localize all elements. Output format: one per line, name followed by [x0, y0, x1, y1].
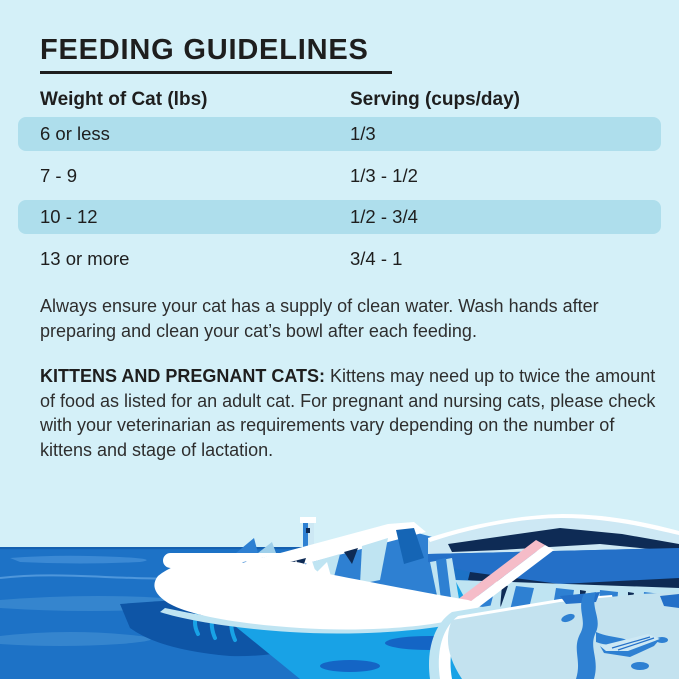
coastal-illustration	[0, 500, 679, 679]
column-header-serving: Serving (cups/day)	[350, 89, 520, 110]
kittens-note-label: KITTENS AND PREGNANT CATS:	[40, 366, 325, 386]
serving-cell: 1/3	[350, 123, 376, 144]
feeding-table	[18, 117, 661, 283]
page-title: FEEDING GUIDELINES	[40, 34, 369, 66]
table-row	[18, 242, 661, 276]
table-row	[18, 117, 661, 151]
clean-water-note	[40, 294, 640, 344]
table-header	[18, 86, 661, 114]
kittens-note-text: Kittens may need up to twice the amount of food as listed for an adult cat. For pregnant and nursing cats, please check with your veterinarian as requirements vary depending on the number of kittens and stage of lactation.	[40, 366, 656, 460]
table-row	[18, 159, 661, 193]
serving-cell: 1/2 - 3/4	[350, 206, 418, 227]
weight-cell: 10 - 12	[40, 206, 98, 227]
kittens-note	[40, 364, 662, 462]
clean-water-text: Always ensure your cat has a supply of clean water. Wash hands after preparing and clean your cat’s bowl after each feeding.	[40, 296, 599, 341]
title-underline	[40, 71, 392, 74]
table-row	[18, 200, 661, 234]
weight-cell: 7 - 9	[40, 164, 78, 186]
weight-cell: 6 or less	[40, 123, 110, 144]
weight-cell: 13 or more	[40, 247, 130, 269]
column-header-weight: Weight of Cat (lbs)	[40, 89, 208, 110]
serving-cell: 3/4 - 1	[350, 247, 403, 269]
serving-cell: 1/3 - 1/2	[350, 164, 418, 186]
